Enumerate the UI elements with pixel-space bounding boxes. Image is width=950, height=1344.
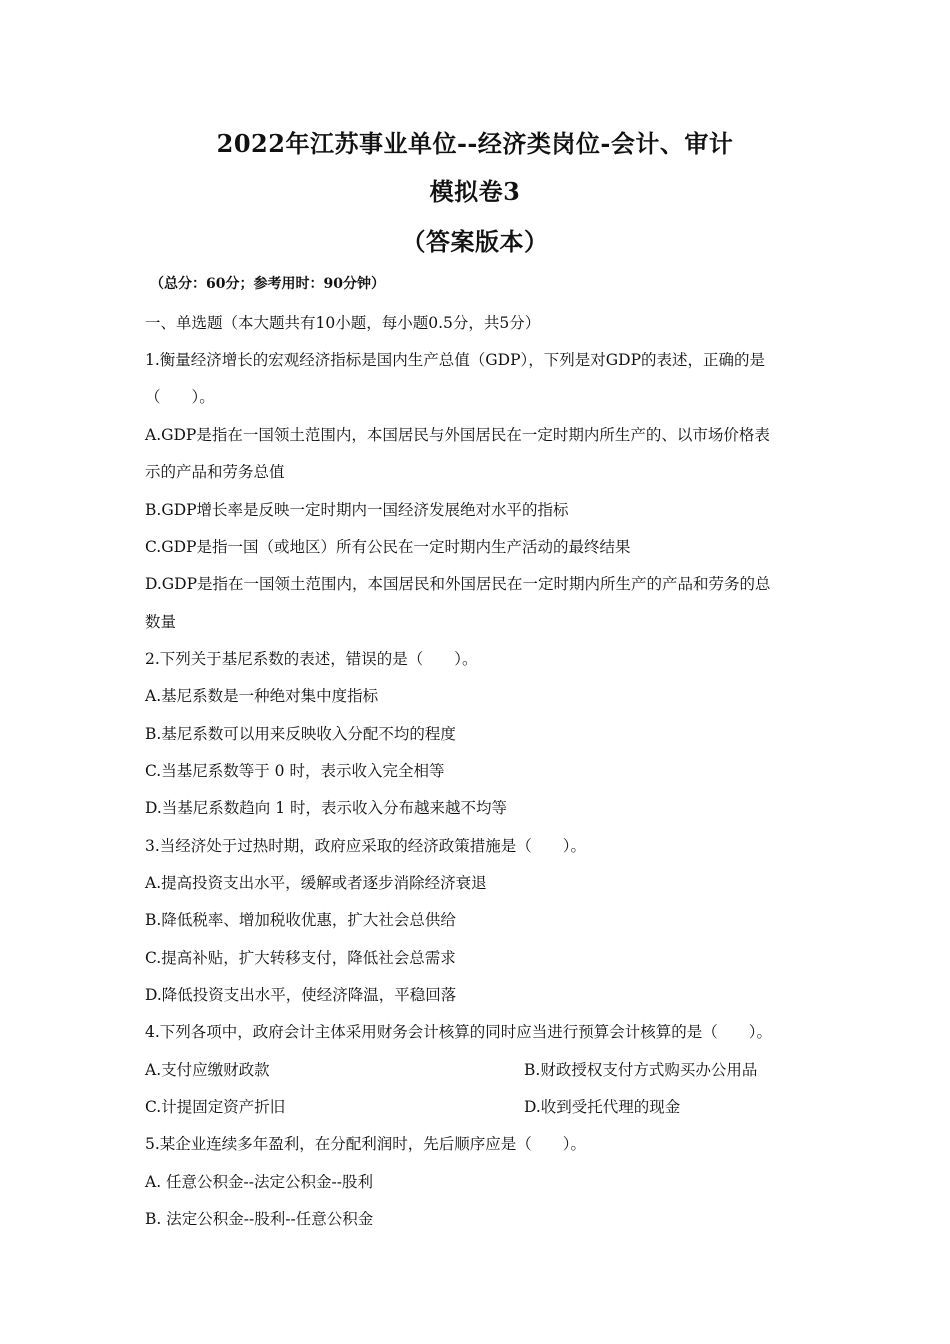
q4-option-d: D.收到受托代理的现金 [524, 1098, 681, 1116]
q2-option-c: C.当基尼系数等于 0 时，表示收入完全相等 [145, 762, 445, 780]
q5-stem: 5.某企业连续多年盈利，在分配利润时，先后顺序应是（ ）。 [145, 1135, 587, 1153]
q4-option-c: C.计提固定资产折旧 [145, 1098, 286, 1116]
section-heading: 一、单选题（本大题共有10小题，每小题0.5分，共5分） [145, 314, 541, 332]
q4-option-b: B.财政授权支付方式购买办公用品 [524, 1061, 758, 1079]
q3-option-a: A.提高投资支出水平，缓解或者逐步消除经济衰退 [145, 874, 487, 892]
q1-option-a-line1: A.GDP是指在一国领土范围内，本国居民与外国居民在一定时期内所生产的、以市场价格表 [145, 426, 770, 444]
q5-option-b: B. 法定公积金--股利--任意公积金 [145, 1210, 374, 1228]
q3-option-c: C.提高补贴，扩大转移支付，降低社会总需求 [145, 949, 456, 967]
q1-stem-line2: （ ）。 [145, 388, 215, 406]
q2-stem: 2.下列关于基尼系数的表述，错误的是（ ）。 [145, 650, 478, 668]
exam-meta: （总分：60分；参考用时：90分钟） [150, 276, 385, 292]
q1-option-d-line2: 数量 [145, 613, 177, 631]
q2-option-d: D.当基尼系数趋向 1 时，表示收入分布越来越不均等 [145, 799, 508, 817]
q1-option-b: B.GDP增长率是反映一定时期内一国经济发展绝对水平的指标 [145, 501, 569, 519]
q5-option-a: A. 任意公积金--法定公积金--股利 [145, 1173, 373, 1191]
q3-stem: 3.当经济处于过热时期，政府应采取的经济政策措施是（ ）。 [145, 837, 587, 855]
q3-option-d: D.降低投资支出水平，使经济降温，平稳回落 [145, 986, 457, 1004]
document-subtitle: 模拟卷3 [429, 177, 521, 206]
q4-option-a: A.支付应缴财政款 [145, 1061, 270, 1079]
q1-option-d-line1: D.GDP是指在一国领土范围内，本国居民和外国居民在一定时期内所生产的产品和劳务的总 [145, 575, 771, 593]
q2-option-b: B.基尼系数可以用来反映收入分配不均的程度 [145, 725, 456, 743]
q1-option-c: C.GDP是指一国（或地区）所有公民在一定时期内生产活动的最终结果 [145, 538, 631, 556]
q1-stem-line1: 1.衡量经济增长的宏观经济指标是国内生产总值（GDP），下列是对GDP的表述，正确的是 [145, 351, 766, 369]
q3-option-b: B.降低税率、增加税收优惠，扩大社会总供给 [145, 911, 456, 929]
q4-stem: 4.下列各项中，政府会计主体采用财务会计核算的同时应当进行预算会计核算的是（ ）。 [145, 1023, 773, 1041]
document-title: 2022年江苏事业单位--经济类岗位-会计、审计 [216, 129, 734, 158]
q1-option-a-line2: 示的产品和劳务总值 [145, 463, 285, 481]
answer-version-label: （答案版本） [401, 227, 549, 256]
q2-option-a: A.基尼系数是一种绝对集中度指标 [145, 687, 379, 705]
